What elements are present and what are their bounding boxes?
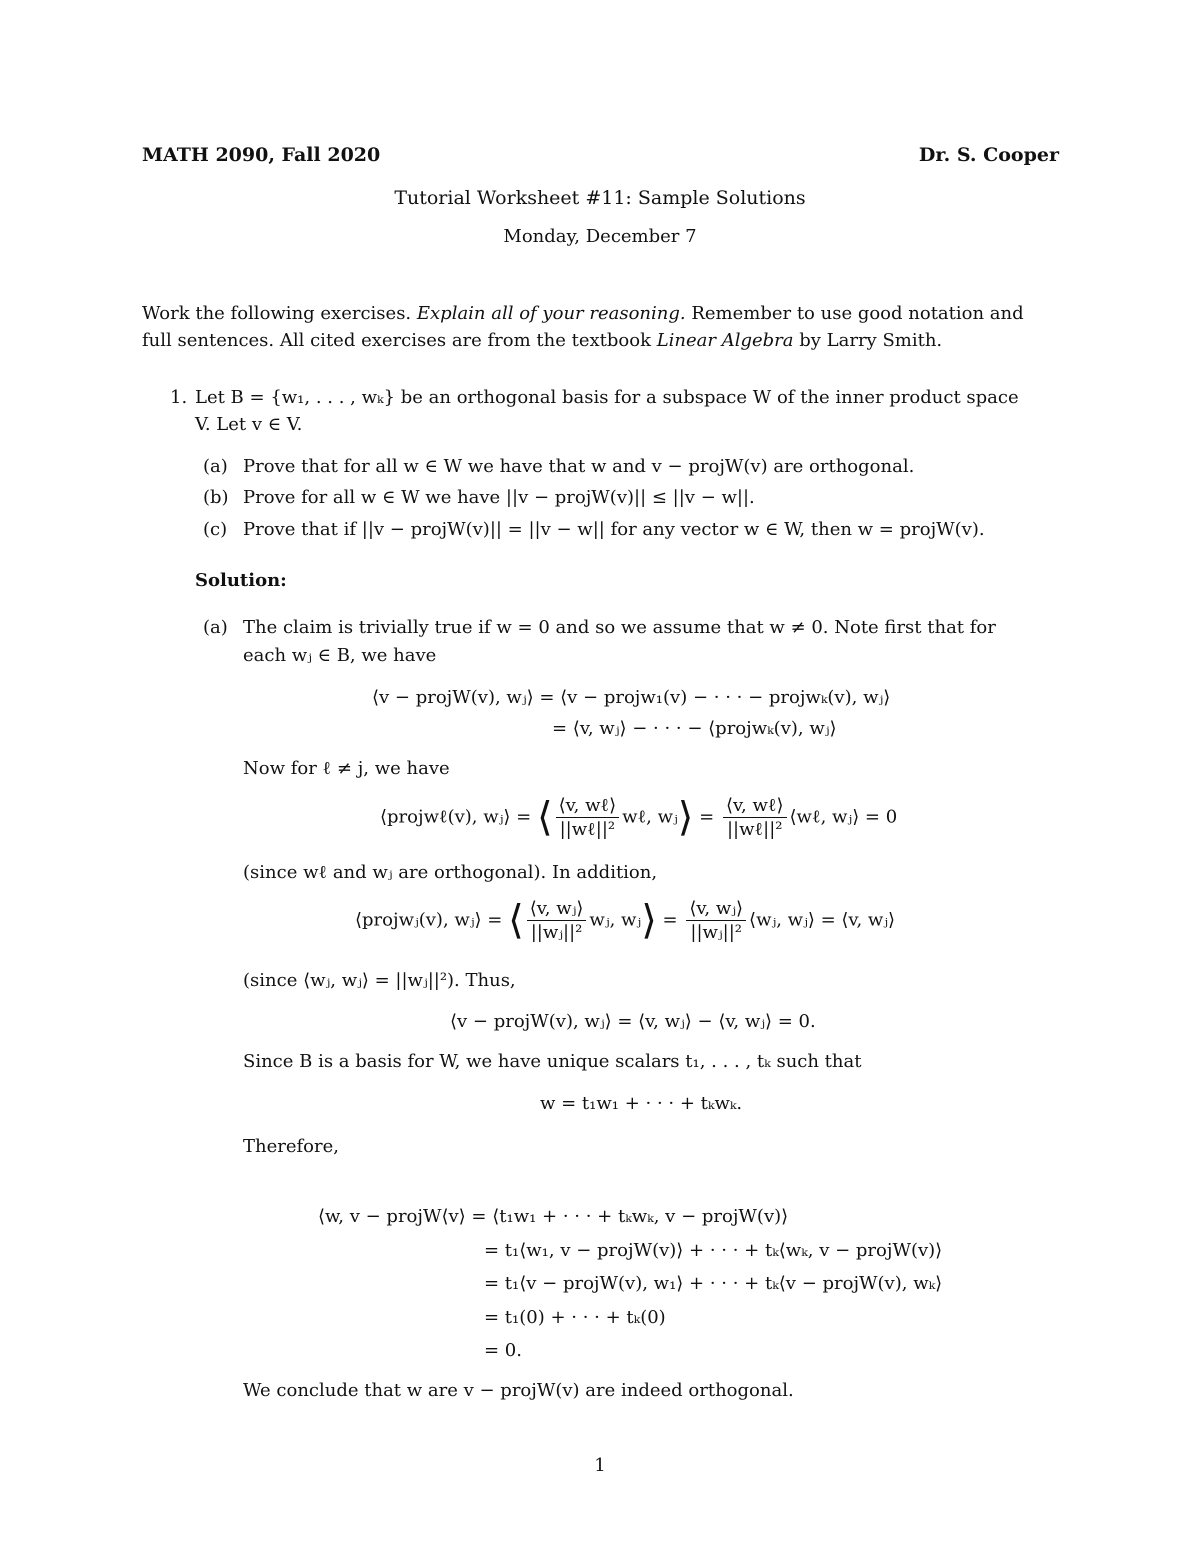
since-norm-text: (since ⟨wⱼ, wⱼ⟩ = ||wⱼ||²). Thus,	[243, 970, 516, 991]
fraction-numerator: ⟨v, wⱼ⟩	[686, 898, 746, 921]
therefore-text: Therefore,	[243, 1136, 339, 1157]
right-angle-bracket: ⟩	[677, 794, 694, 841]
intro-text: Work the following exercises.	[142, 303, 417, 324]
fraction	[723, 795, 787, 840]
fraction	[556, 795, 620, 840]
equation-final-line-3: = t₁⟨v − projW(v), w₁⟩ + · · · + tₖ⟨v − projW(v), wₖ⟩	[484, 1273, 943, 1294]
equation-expand-projection-continued: = ⟨v, wⱼ⟩ − · · · − ⟨projwₖ(v), wⱼ⟩	[552, 718, 837, 739]
part-b-text: Prove for all w ∈ W we have ||v − projW(v)|| ≤ ||v − w||.	[243, 487, 755, 508]
problem-number: 1.	[170, 387, 188, 408]
part-label: (a)	[203, 456, 228, 477]
intro-text: Remember to use good notation and	[685, 303, 1024, 324]
problem-statement-line-1: Let B = {w₁, . . . , wₖ} be an orthogonal basis for a subspace W of the inner product space	[195, 387, 1019, 408]
equals-sign: =	[699, 806, 715, 828]
eq-inner-args: wℓ, wⱼ	[622, 806, 678, 828]
equation-self-term	[355, 898, 895, 943]
intro-line-2	[142, 330, 942, 351]
worksheet-date: Monday, December 7	[503, 226, 697, 247]
intro-emphasis: Explain all of your reasoning.	[416, 303, 686, 324]
fraction-numerator: ⟨v, wℓ⟩	[723, 795, 787, 818]
solution-heading: Solution:	[195, 570, 287, 591]
since-orthogonal-text: (since wℓ and wⱼ are orthogonal). In addition,	[243, 862, 658, 883]
problem-statement-line-2: V. Let v ∈ V.	[195, 414, 303, 435]
part-a-text: Prove that for all w ∈ W we have that w and v − projW(v) are orthogonal.	[243, 456, 915, 477]
equation-final-line-4: = t₁(0) + · · · + tₖ(0)	[484, 1307, 666, 1328]
right-angle-bracket: ⟩	[641, 897, 657, 944]
instructor-name: Dr. S. Cooper	[918, 144, 1059, 166]
now-for-text: Now for ℓ ≠ j, we have	[243, 758, 450, 779]
fraction	[527, 898, 587, 943]
worksheet-title: Tutorial Worksheet #11: Sample Solutions	[394, 187, 806, 209]
part-label: (b)	[203, 487, 229, 508]
left-angle-bracket: ⟨	[536, 794, 553, 841]
left-angle-bracket: ⟨	[508, 897, 524, 944]
solution-a-line-1: The claim is trivially true if w = 0 and so we assume that w ≠ 0. Note first that for	[243, 617, 996, 638]
intro-text: by Larry Smith.	[793, 330, 943, 351]
part-c-text: Prove that if ||v − projW(v)|| = ||v − w|| for any vector w ∈ W, then w = projW(v).	[243, 519, 985, 540]
eq-rhs: ⟨wℓ, wⱼ⟩ = 0	[789, 806, 898, 828]
solution-a-line-2: each wⱼ ∈ B, we have	[243, 645, 437, 666]
solution-part-label: (a)	[203, 617, 228, 638]
course-heading: MATH 2090, Fall 2020	[142, 144, 381, 166]
fraction-denominator: ||wℓ||²	[559, 819, 616, 840]
eq-inner-args: wⱼ, wⱼ	[589, 909, 642, 931]
since-basis-text: Since B is a basis for W, we have unique scalars t₁, . . . , tₖ such that	[243, 1051, 862, 1072]
textbook-title: Linear Algebra	[656, 330, 794, 351]
fraction-numerator: ⟨v, wⱼ⟩	[527, 898, 587, 921]
equation-final-line-1: ⟨w, v − projW⟨v⟩ = ⟨t₁w₁ + · · · + tₖwₖ, v − projW(v)⟩	[318, 1206, 789, 1227]
equation-linear-combination: w = t₁w₁ + · · · + tₖwₖ.	[540, 1093, 743, 1114]
part-label: (c)	[203, 519, 228, 540]
equation-final-line-5: = 0.	[484, 1340, 522, 1361]
eq-rhs: ⟨wⱼ, wⱼ⟩ = ⟨v, wⱼ⟩	[749, 909, 896, 931]
fraction	[686, 898, 746, 943]
fraction-denominator: ||wℓ||²	[726, 819, 783, 840]
fraction-denominator: ||wⱼ||²	[690, 922, 743, 943]
equals-sign: =	[662, 909, 678, 931]
page-number: 1	[594, 1455, 606, 1476]
conclusion-text: We conclude that w are v − projW(v) are indeed orthogonal.	[243, 1380, 794, 1401]
equation-zero-inner-product: ⟨v − projW(v), wⱼ⟩ = ⟨v, wⱼ⟩ − ⟨v, wⱼ⟩ = 0.	[450, 1011, 816, 1032]
fraction-denominator: ||wⱼ||²	[530, 922, 583, 943]
equation-expand-projection: ⟨v − projW(v), wⱼ⟩ = ⟨v − projw₁(v) − · · · − projwₖ(v), wⱼ⟩	[372, 687, 891, 708]
eq-lhs: ⟨projwⱼ(v), wⱼ⟩ =	[355, 909, 503, 931]
intro-text: full sentences. All cited exercises are from the textbook	[142, 330, 657, 351]
eq-lhs: ⟨projwℓ(v), wⱼ⟩ =	[380, 806, 532, 828]
equation-final-line-2: = t₁⟨w₁, v − projW(v)⟩ + · · · + tₖ⟨wₖ, v − projW(v)⟩	[484, 1240, 943, 1261]
intro-line-1	[142, 303, 1024, 324]
equation-orthogonal-terms	[380, 795, 897, 840]
fraction-numerator: ⟨v, wℓ⟩	[556, 795, 620, 818]
